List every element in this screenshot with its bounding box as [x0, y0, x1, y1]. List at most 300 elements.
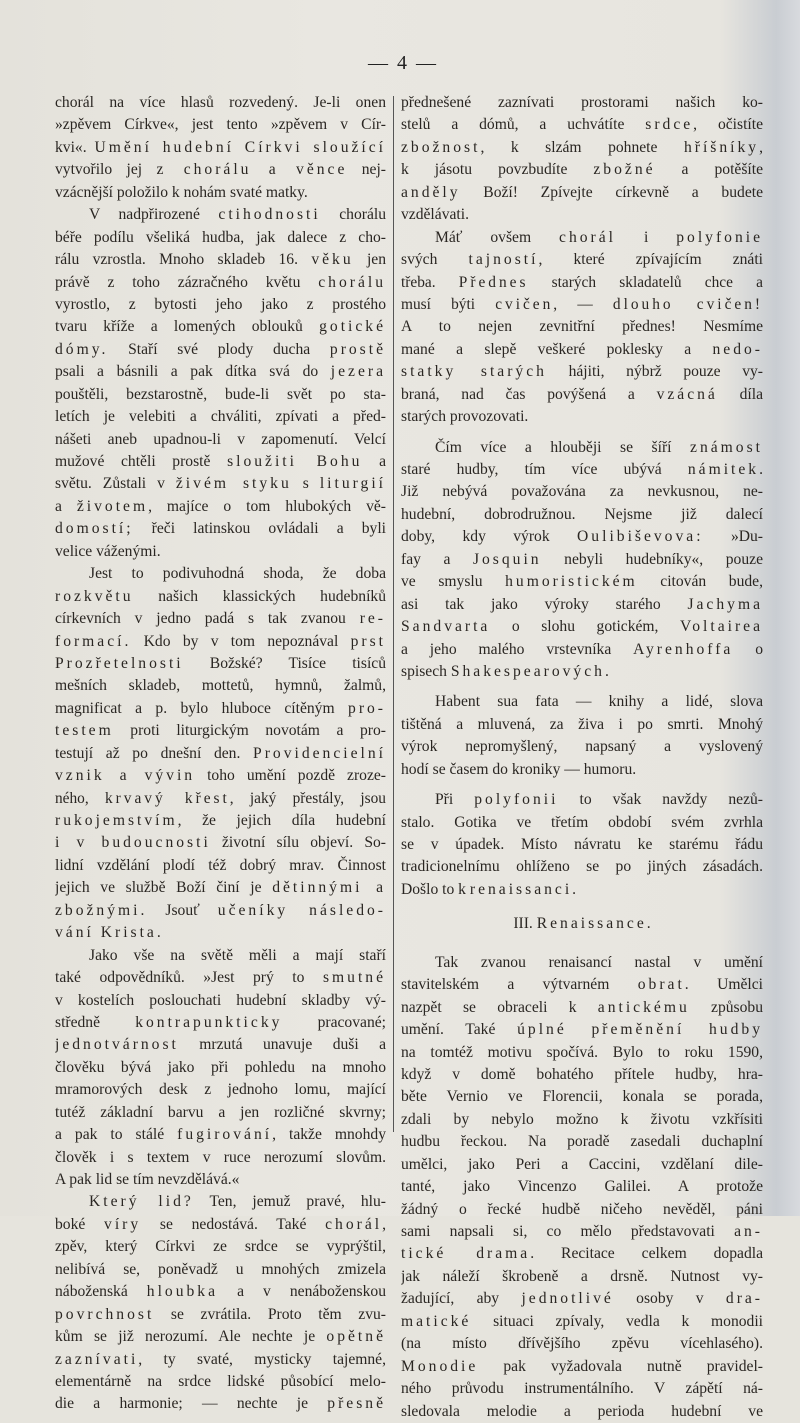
text-line — [55, 541, 386, 563]
text-run: na tomtéž motivu spočívá. Bylo to roku 1590, — [401, 1043, 763, 1061]
text-run: , — [759, 138, 763, 156]
text-run: béře podílu všeliká hudba, jak dalece z cho- — [55, 228, 386, 246]
text-run: se v úpadek. Místo návratu ke starému řádu — [401, 836, 763, 853]
text-run: spisech — [401, 662, 451, 680]
text-run: svých — [401, 251, 469, 269]
text-run: musí býti — [401, 295, 496, 313]
text-line — [401, 952, 763, 974]
text-run: výrok nepromyšlený, napsaný a vyslovený — [401, 738, 763, 756]
text-run: a jeho malého vrstevníka — [401, 640, 634, 658]
text-line — [401, 227, 763, 249]
text-run: testují až po dnešní den. — [55, 744, 254, 762]
text-line — [401, 571, 763, 593]
section-heading — [401, 913, 763, 935]
text-line — [55, 429, 386, 451]
text-line — [55, 1147, 386, 1169]
text-line — [401, 459, 763, 481]
text-run: V nadpřirozené — [89, 206, 219, 224]
text-run: Jako vše na světě měli a mají staří — [89, 946, 386, 964]
text-line — [401, 526, 763, 548]
spaced-emphasis: přesně — [327, 1395, 386, 1413]
text-run: A to nejen zevnitřní přednes! Nesmíme — [401, 318, 763, 336]
text-line — [55, 855, 386, 877]
text-run: ve smyslu — [401, 573, 506, 591]
text-run: mané a slepě veškeré poklesky a — [401, 340, 713, 358]
text-run: osoby v — [613, 1290, 726, 1308]
text-run: řeči latinskou ovládali a byli — [133, 520, 386, 538]
text-run: tvaru kříže a lomených oblouků — [55, 318, 320, 336]
text-run: letích je velebiti a chváliti, zpívati a před- — [55, 408, 386, 426]
spaced-emphasis: tické drama — [401, 1245, 531, 1263]
text-run: chorál na více hlasů rozvedený. Je-li onen — [55, 94, 386, 111]
text-line — [55, 316, 386, 338]
text-run: vzdělávati. — [401, 206, 469, 224]
spaced-emphasis: hloubka — [146, 1283, 219, 1301]
text-line — [55, 900, 386, 922]
text-run: a pak to stálé — [55, 1126, 178, 1144]
spaced-emphasis: věku — [311, 251, 354, 269]
text-line — [55, 1034, 386, 1056]
spaced-emphasis: fugirování — [177, 1126, 273, 1144]
text-run: rálu vzrostla. Mnoho skladeb 16. — [55, 251, 312, 269]
text-line — [55, 877, 386, 899]
text-run: »Du- — [703, 528, 763, 546]
text-line — [401, 1378, 763, 1400]
text-line — [55, 339, 386, 361]
text-run: Jsouť — [147, 901, 218, 919]
column-divider — [393, 96, 394, 1132]
spaced-emphasis: pro- — [348, 699, 386, 717]
text-line — [401, 204, 763, 226]
text-run: III. — [513, 915, 537, 933]
text-line — [401, 1019, 763, 1041]
text-line — [401, 159, 763, 181]
text-run: stalo. Gotika ve třetím období svém zvrhla — [401, 813, 763, 831]
text-run: hudbu řeckou. Na poradě zasedali duchaplní — [401, 1133, 763, 1151]
text-line — [55, 1102, 386, 1124]
spaced-emphasis: dómy. — [55, 340, 109, 358]
text-run: sledovala melodie a perioda hudební ve — [401, 1402, 763, 1420]
text-run: asi tak jako výroky starého — [401, 595, 688, 613]
text-run: . Umělci — [684, 976, 763, 994]
text-line — [55, 114, 386, 136]
text-run: světu. Zůstali v — [55, 475, 176, 493]
text-run: , — [382, 1215, 386, 1233]
text-run: proti liturgickým novotám a pro- — [113, 722, 386, 740]
spaced-emphasis: anděly — [401, 183, 461, 201]
text-line — [55, 1169, 386, 1191]
spaced-emphasis: cvičen — [495, 295, 554, 313]
text-line — [401, 879, 763, 901]
spaced-emphasis: polyfonie — [676, 228, 763, 246]
text-run: stavitelském a výtvarném — [401, 976, 638, 994]
text-line — [401, 594, 763, 616]
text-line — [401, 1243, 763, 1265]
text-line — [55, 182, 386, 204]
text-run: , k slzám pohnete — [480, 138, 684, 156]
spaced-emphasis: Monodie — [401, 1357, 479, 1375]
text-line — [401, 437, 763, 459]
spaced-emphasis: Providencielní — [253, 744, 386, 762]
page-number: — 4 — — [368, 52, 438, 74]
text-line — [401, 1356, 763, 1378]
text-run: člověk i s textem v ruce nerozumí slovům. — [55, 1148, 386, 1166]
text-run: »zpěvem Církve«, jest tento »zpěvem v Cír- — [55, 116, 386, 134]
text-run: středně — [55, 1013, 136, 1031]
spaced-emphasis: Prozřetelnosti — [55, 654, 184, 672]
text-line — [55, 1259, 386, 1281]
spaced-emphasis: zbožnými. — [55, 901, 148, 919]
text-run: , takže mnohdy — [272, 1126, 386, 1144]
text-line — [401, 1266, 763, 1288]
spaced-emphasis: Ayrenhoffa — [633, 640, 734, 658]
text-run: , jaký přestály, jsou — [229, 789, 386, 807]
text-run: jak náleží škrobeně a drsně. Nutnost vy- — [401, 1267, 763, 1285]
text-run: braná, nad čas povýšená a — [401, 385, 657, 403]
spaced-emphasis: re- — [359, 610, 386, 628]
text-line — [55, 1326, 386, 1348]
text-run: sami napsali si, co mělo představovati — [401, 1223, 735, 1240]
text-line — [55, 1281, 386, 1303]
text-line — [401, 384, 763, 406]
text-line — [401, 294, 763, 316]
text-run: o — [733, 640, 763, 658]
spaced-emphasis: vznik a vývin — [55, 767, 196, 785]
text-run: umělci, jako Peri a Caccini, vzdělaní dile- — [401, 1155, 763, 1173]
text-run: Kdo by v tom nepoznával — [131, 632, 351, 650]
text-line — [55, 1371, 386, 1393]
text-line — [401, 997, 763, 1019]
text-line — [55, 1012, 386, 1034]
spaced-emphasis: zbožné — [593, 161, 656, 179]
text-run: , že jejich díla hudební — [177, 812, 386, 829]
text-run: a — [362, 453, 386, 470]
text-line — [55, 922, 386, 944]
spaced-emphasis: kontrapunkticky — [135, 1013, 283, 1031]
text-line — [401, 856, 763, 878]
text-run: Ten, jemuž pravé, hlu- — [193, 1193, 386, 1211]
text-run: ného, — [55, 789, 105, 807]
spaced-emphasis: Voltairea — [679, 618, 763, 636]
spaced-emphasis: an- — [734, 1223, 763, 1240]
text-line — [55, 675, 386, 697]
text-line — [401, 639, 763, 661]
right-column — [401, 92, 763, 1423]
spaced-emphasis: zbožnost — [401, 138, 481, 156]
text-line — [401, 736, 763, 758]
text-line — [55, 832, 386, 854]
text-line — [55, 788, 386, 810]
text-line — [401, 1199, 763, 1221]
spaced-emphasis: antickému — [597, 998, 690, 1016]
text-line — [55, 1057, 386, 1079]
text-line — [401, 1086, 763, 1108]
text-run: tradicionelnímu ohlíženo se po jiných zásadách. — [401, 858, 763, 876]
spaced-emphasis: jednotvárnost — [55, 1036, 179, 1054]
spaced-emphasis: rukojemstvím — [55, 812, 178, 829]
spaced-emphasis: Renaissance — [536, 915, 647, 933]
text-line — [401, 1221, 763, 1243]
text-line — [55, 518, 386, 540]
text-line — [55, 945, 386, 967]
text-run: pak vyžadovala nutně pravidel- — [478, 1357, 763, 1375]
text-run: vyrostlo, z bytosti jeho jako z prostého — [55, 295, 386, 313]
text-run: Tak zvanou renaisancí nastal v umění — [435, 953, 763, 971]
text-line — [55, 159, 386, 181]
spaced-emphasis: z chorálu a věnce — [156, 161, 348, 179]
text-run: situaci zpívaly, vedla k monodii — [471, 1312, 763, 1330]
spaced-emphasis: gotické — [319, 318, 386, 336]
spaced-emphasis: Oulibiševova: — [577, 528, 704, 546]
text-run: díla — [717, 385, 763, 403]
spaced-emphasis: jednotlivé — [521, 1290, 614, 1308]
text-run: (na místo dřívějšího zpěvu vícehlasého). — [401, 1335, 763, 1353]
text-run: chorálu — [320, 206, 386, 224]
text-line — [401, 137, 763, 159]
spaced-emphasis: prostě — [329, 340, 386, 358]
text-run: žadující, aby — [401, 1290, 522, 1308]
text-run: a — [55, 497, 77, 515]
text-line — [401, 616, 763, 638]
spaced-emphasis: liturgií — [319, 475, 386, 493]
spaced-emphasis: polyfonii — [474, 791, 559, 809]
paragraph-gap — [401, 683, 763, 691]
text-run: Došlo to k — [401, 880, 470, 898]
text-run: , očistíte — [693, 116, 763, 134]
text-run: . — [759, 461, 763, 478]
text-run: zdali by nebylo možno k životu vzkřísiti — [401, 1110, 763, 1128]
text-line — [401, 339, 763, 361]
text-run: psali a básnili a pak dítka svá do — [55, 363, 331, 381]
text-line — [55, 698, 386, 720]
spaced-emphasis: povrchnost — [55, 1305, 155, 1323]
text-line — [55, 227, 386, 249]
text-line — [55, 496, 386, 518]
text-run: umění. Také — [401, 1021, 518, 1039]
spaced-emphasis: víry — [104, 1215, 142, 1233]
text-line — [401, 406, 763, 428]
spaced-emphasis: úplné přeměnění hudby — [517, 1021, 763, 1039]
text-run: a v nenáboženskou — [218, 1283, 386, 1301]
text-line — [401, 549, 763, 571]
text-run: vzácnější položilo k nohám svaté matky. — [55, 183, 308, 201]
text-run: nazpět se obraceli k — [401, 998, 598, 1016]
text-line — [55, 967, 386, 989]
text-run: běte Vernio ve Florencii, konala se porada, — [401, 1088, 763, 1106]
text-run: Božské? Tisíce tisíců — [183, 654, 386, 672]
text-run: doby, kdy výrok — [401, 528, 578, 546]
spaced-emphasis: Který lid? — [89, 1193, 194, 1211]
text-run: se nedostává. Také — [141, 1215, 326, 1233]
text-run: staré hudby, tím více ubývá — [401, 461, 688, 478]
text-run: k jásotu povzbudíte — [401, 161, 594, 179]
spaced-emphasis: Shakespearových — [450, 662, 605, 680]
text-line — [55, 1079, 386, 1101]
text-run: toho umění pozdě zroze- — [195, 767, 386, 785]
text-line — [55, 586, 386, 608]
text-line — [55, 810, 386, 832]
text-line — [55, 1304, 386, 1326]
spaced-emphasis: Umění hudební Církvi sloužící — [94, 138, 386, 156]
text-line — [55, 1191, 386, 1213]
text-line — [401, 92, 763, 114]
text-run: i — [616, 228, 677, 246]
text-line — [401, 1176, 763, 1198]
spaced-emphasis: vání Krista. — [55, 924, 164, 942]
text-run: našich klassických hudebníků — [133, 587, 386, 605]
text-line — [401, 974, 763, 996]
spaced-emphasis: životem — [76, 497, 149, 515]
text-run: třeba. — [401, 273, 459, 291]
text-run: Boží! Zpívejte církevně a budete — [460, 183, 763, 201]
text-line — [401, 691, 763, 713]
spaced-emphasis: Přednes — [458, 273, 529, 291]
text-run: lidní vzdělání plodí též dobrý mrav. Činnost — [55, 856, 386, 874]
text-run: způsobu — [689, 998, 763, 1016]
text-run: , které zpívajícím znáti — [538, 251, 763, 269]
text-run: církevních v jedno padá s tak zvanou — [55, 610, 360, 628]
text-run: o slohu gotickém, — [490, 618, 680, 636]
heading-gap — [401, 901, 763, 913]
text-run: . — [572, 880, 577, 898]
spaced-emphasis: Josquin — [472, 550, 542, 568]
text-line — [55, 631, 386, 653]
spaced-emphasis: vzácná — [656, 385, 718, 403]
spaced-emphasis: krvavý křest — [104, 789, 230, 807]
text-line — [401, 249, 763, 271]
spaced-emphasis: matické — [401, 1312, 472, 1330]
text-run: pouštěli, bezstarostně, bude-li svět po sta- — [55, 385, 386, 403]
text-run: citován bude, — [637, 573, 763, 591]
text-run: velice váženými. — [55, 542, 161, 560]
text-run: Při — [435, 791, 475, 809]
text-run: Máť ovšem — [435, 228, 560, 246]
text-line — [55, 1214, 386, 1236]
text-line — [401, 481, 763, 503]
text-line — [55, 1124, 386, 1146]
text-line — [55, 720, 386, 742]
spaced-emphasis: Sandvarta — [401, 618, 491, 636]
text-run: kům se již nerozumí. Ale nechte je — [55, 1328, 327, 1346]
spaced-emphasis: renaissanci — [469, 880, 573, 898]
text-run: mešních skladeb, mottetů, hymnů, žalmů, — [55, 677, 386, 695]
text-line — [55, 563, 386, 585]
text-line — [401, 1109, 763, 1131]
text-run: mužové chtěli prostě — [55, 453, 228, 470]
text-line — [401, 812, 763, 834]
text-run: se zvrátila. Proto těm zvu- — [154, 1305, 386, 1323]
text-line — [401, 1401, 763, 1423]
spaced-emphasis: obrat — [637, 976, 685, 994]
text-run: jen — [353, 251, 386, 269]
spaced-emphasis: dětinnými a — [272, 879, 386, 897]
text-run: Již nebývá považována za nevkusnou, ne- — [401, 483, 763, 501]
text-line — [401, 661, 763, 683]
text-run: mramorových desk z jednoho lomu, mající — [55, 1081, 386, 1099]
text-run: žádný o řecké hudbě ničeho nevěděl, páni — [401, 1200, 763, 1218]
spaced-emphasis: jezera — [330, 363, 386, 381]
spaced-emphasis: smutné — [322, 969, 386, 987]
text-run: když v domě bohatého přítele hudby, hra- — [401, 1065, 763, 1083]
text-run: to však navždy nezů- — [558, 791, 763, 809]
text-line — [55, 249, 386, 271]
text-line — [55, 92, 386, 114]
spaced-emphasis: živém styku — [175, 475, 292, 493]
spaced-emphasis: statky starých — [401, 363, 547, 381]
text-line — [401, 759, 763, 781]
text-line — [55, 272, 386, 294]
text-run: vytvořilo jej — [55, 161, 157, 179]
text-run: a potěšíte — [655, 161, 763, 179]
text-line — [401, 834, 763, 856]
text-line — [401, 789, 763, 811]
text-run: zpěv, který Církvi ze srdce se vyprýštil, — [55, 1238, 386, 1256]
text-line — [401, 114, 763, 136]
spaced-emphasis: srdce — [645, 116, 694, 134]
text-run: hodí se časem do kroniky — humoru. — [401, 760, 637, 778]
text-run: fay a — [401, 550, 473, 568]
text-run: , ty svaté, mysticky tajemné, — [138, 1350, 386, 1368]
paragraph-gap — [401, 944, 763, 952]
spaced-emphasis: domostí; — [55, 520, 134, 538]
text-line — [55, 204, 386, 226]
text-run: také odpovědníků. »Jest prý to — [55, 969, 323, 987]
text-line — [401, 1311, 763, 1333]
text-run: A pak lid se tím nevzdělává.« — [55, 1171, 240, 1188]
text-run: . Recitace celkem dopadla — [530, 1245, 763, 1263]
text-run: Čím více a hlouběji se šíří — [435, 438, 691, 456]
text-line — [401, 1288, 763, 1310]
spaced-emphasis: chorál — [559, 228, 617, 246]
text-run: hudební, dobrodružnou. Nejsme již dalecí — [401, 505, 763, 523]
text-run: jejich ve službě Boží činí je — [55, 879, 273, 897]
text-line — [401, 1154, 763, 1176]
text-line — [55, 137, 386, 159]
text-run: . — [646, 915, 651, 933]
text-run: právě z toho zázračného květu — [55, 273, 319, 291]
paragraph-gap — [401, 781, 763, 789]
spaced-emphasis: učeníky následo- — [217, 901, 386, 919]
text-run: nej- — [347, 161, 386, 179]
text-run: přednešené zaznívati prostorami našich ko- — [401, 94, 763, 111]
text-line — [55, 765, 386, 787]
left-column — [55, 92, 386, 1416]
spaced-emphasis: zaznívati — [55, 1350, 139, 1368]
text-run: člověku bývá jako při pohledu na mnoho — [55, 1058, 386, 1076]
text-line — [55, 384, 386, 406]
text-line — [55, 653, 386, 675]
spaced-emphasis: nedo- — [712, 340, 763, 358]
text-line — [401, 316, 763, 338]
text-run: boké — [55, 1215, 105, 1233]
text-line — [401, 182, 763, 204]
text-run: die a harmonie; — nechte je — [55, 1395, 328, 1413]
text-run: pracované; — [282, 1013, 386, 1031]
text-run: starých provozovati. — [401, 408, 529, 426]
text-run: kvi«. — [55, 138, 95, 156]
text-line — [401, 1042, 763, 1064]
text-line — [401, 714, 763, 736]
text-run: magnificat a p. bylo hluboce cítěným — [55, 699, 349, 717]
text-run: Jest to podivuhodná shoda, že doba — [89, 565, 386, 583]
text-run: stelů a dómů, a uchvátíte — [401, 116, 646, 134]
spaced-emphasis: opětně — [326, 1328, 386, 1346]
text-line — [55, 1393, 386, 1415]
text-run: ného průvodu instrumentálního. V zápětí ná- — [401, 1380, 763, 1398]
text-run: tutéž základní barvu a jen rozličné skvrny; — [55, 1103, 386, 1121]
text-line — [401, 1131, 763, 1153]
text-line — [55, 608, 386, 630]
